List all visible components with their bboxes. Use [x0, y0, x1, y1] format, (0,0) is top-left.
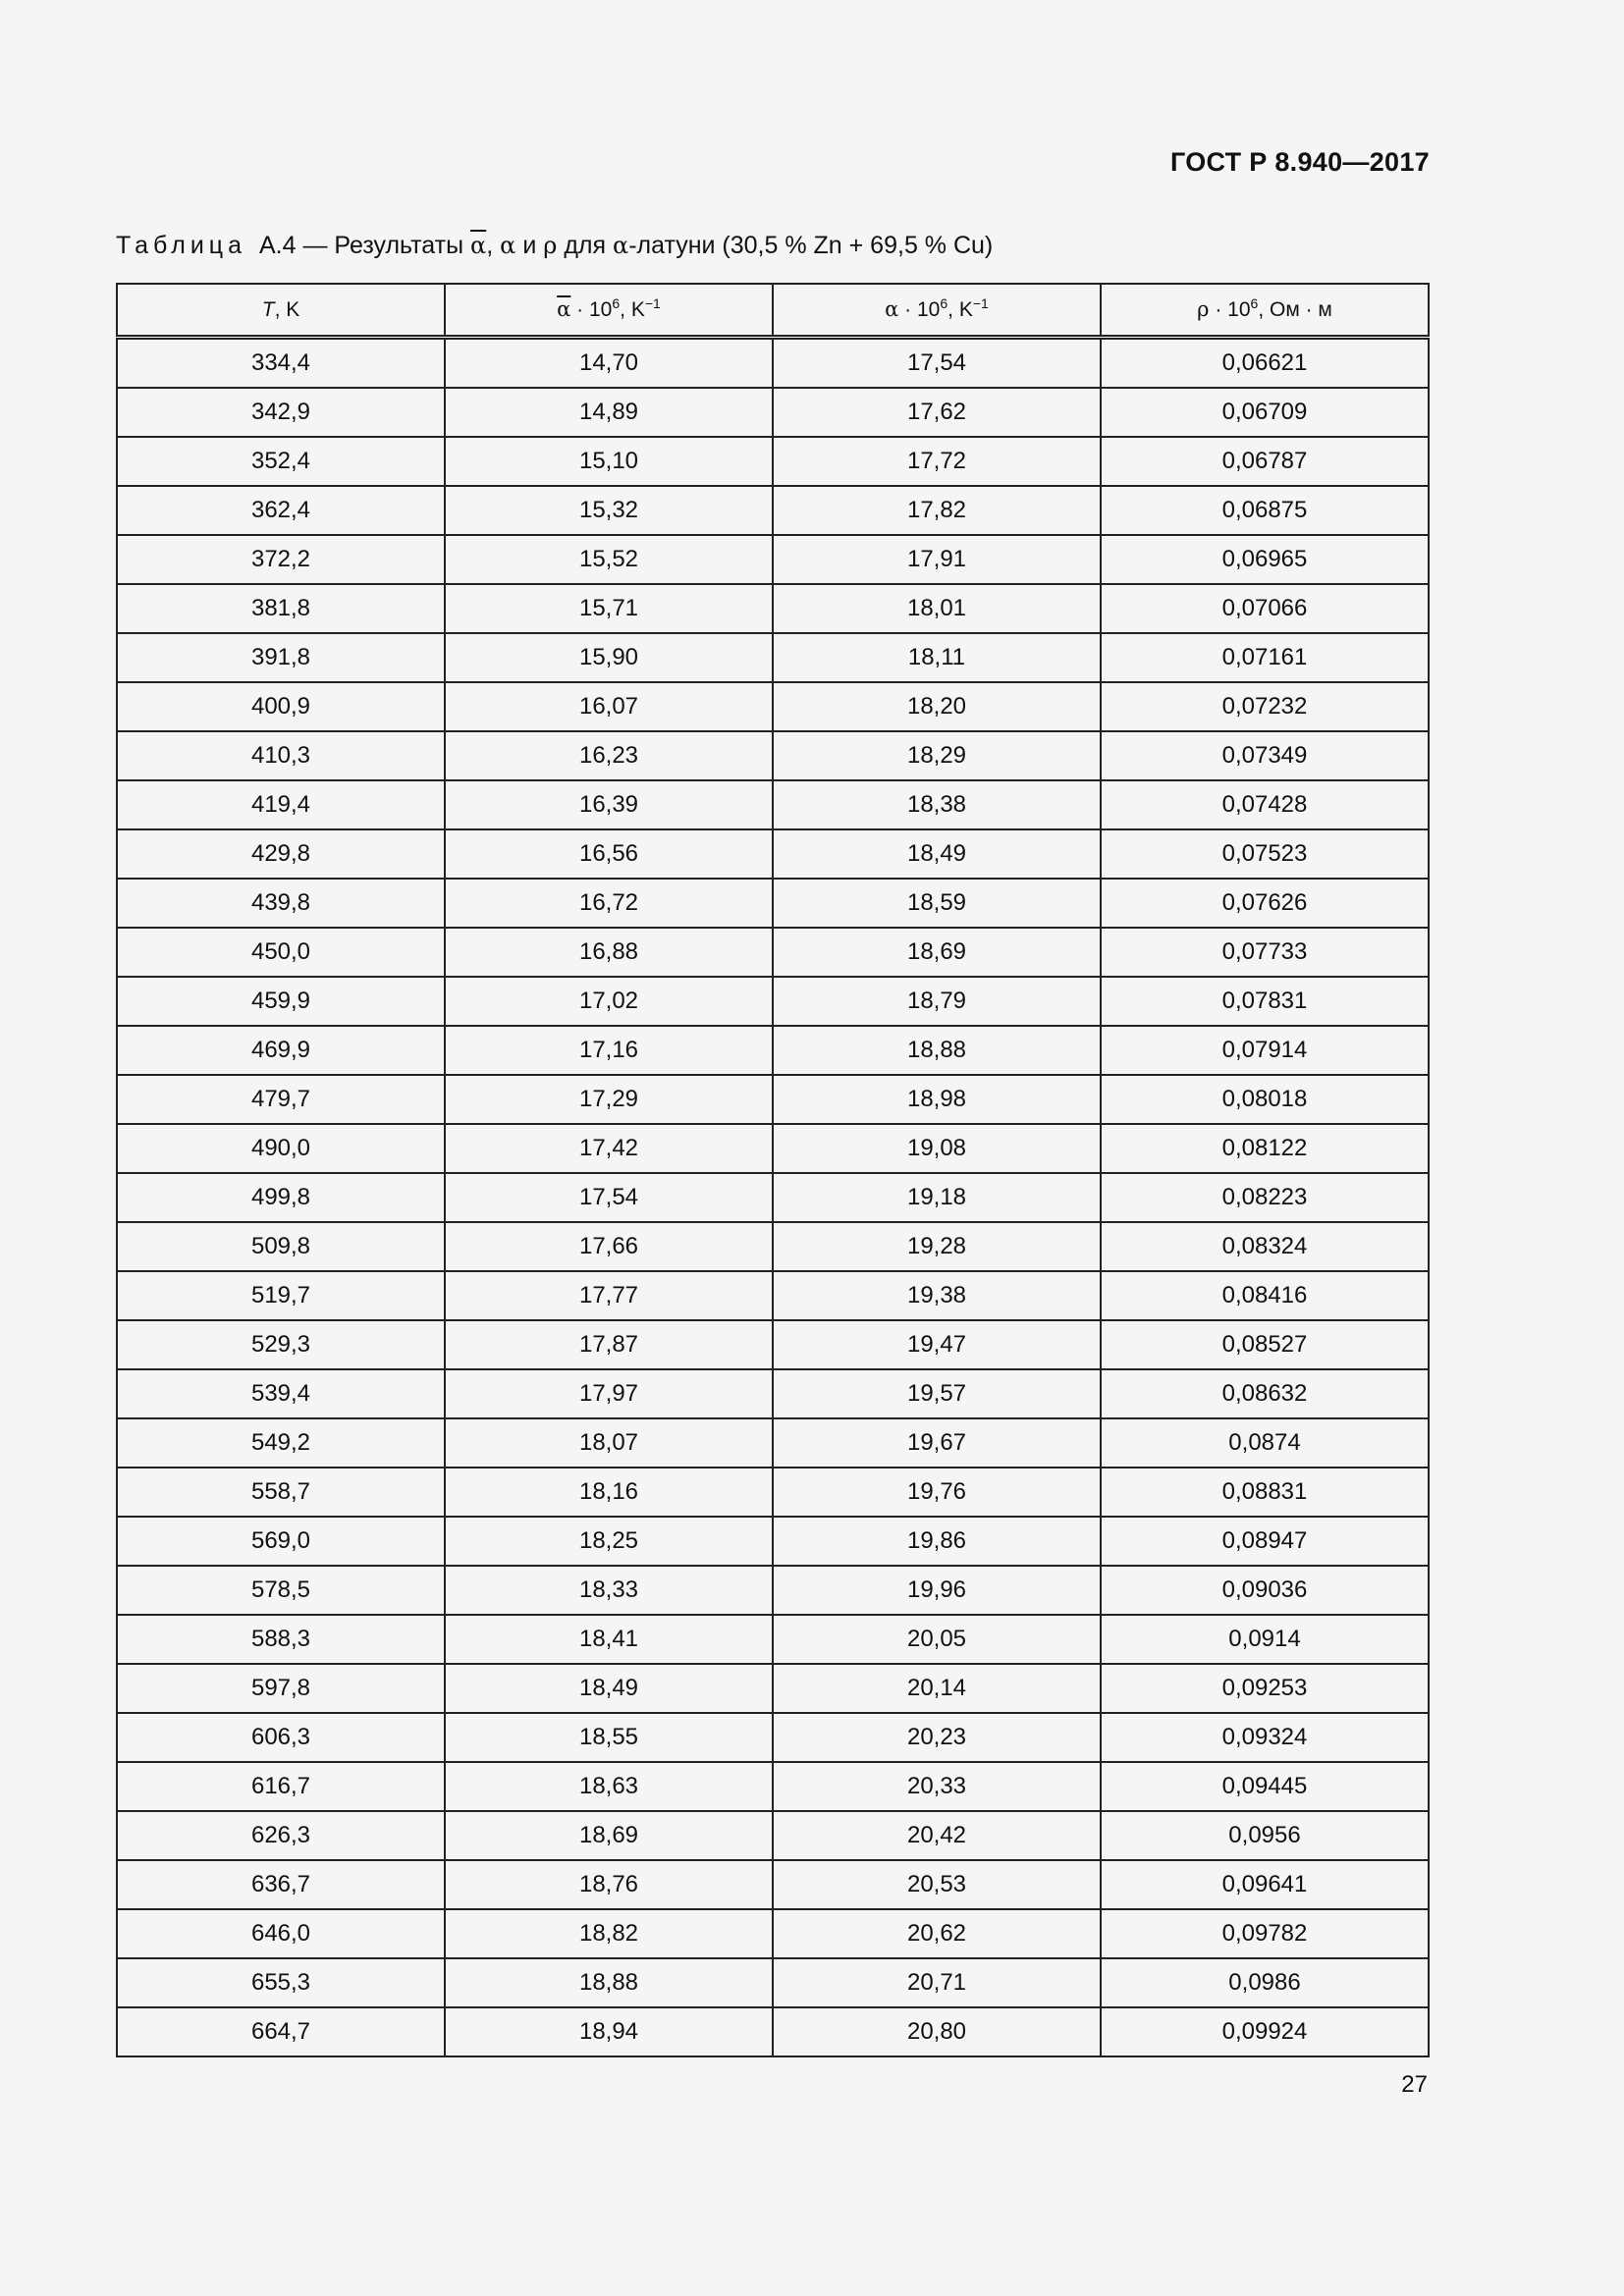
table-row — [117, 780, 1429, 829]
mean-alpha-multiplier: · 10 — [570, 298, 613, 321]
cell-mean-expansion: 17,16 — [445, 1026, 773, 1075]
rho-symbol: ρ — [1197, 297, 1210, 321]
cell-temperature: 362,4 — [117, 486, 445, 535]
cell-true-expansion: 18,20 — [773, 682, 1101, 731]
alpha-unit-exponent: −1 — [972, 295, 989, 311]
table-row — [117, 1320, 1429, 1369]
table-row — [117, 633, 1429, 682]
cell-true-expansion: 18,38 — [773, 780, 1101, 829]
cell-true-expansion: 18,29 — [773, 731, 1101, 780]
cell-resistivity: 0,09253 — [1101, 1664, 1429, 1713]
cell-true-expansion: 20,80 — [773, 2007, 1101, 2056]
cell-resistivity: 0,07349 — [1101, 731, 1429, 780]
table-row — [117, 486, 1429, 535]
cell-true-expansion: 17,82 — [773, 486, 1101, 535]
cell-true-expansion: 19,96 — [773, 1566, 1101, 1615]
cell-true-expansion: 19,08 — [773, 1124, 1101, 1173]
alpha-symbol: α — [885, 297, 899, 321]
table-row — [117, 731, 1429, 780]
cell-true-expansion: 17,72 — [773, 437, 1101, 486]
cell-temperature: 391,8 — [117, 633, 445, 682]
cell-temperature: 569,0 — [117, 1517, 445, 1566]
cell-resistivity: 0,0874 — [1101, 1418, 1429, 1468]
page-number: 27 — [1401, 2071, 1428, 2098]
cell-true-expansion: 20,23 — [773, 1713, 1101, 1762]
cell-temperature: 459,9 — [117, 977, 445, 1026]
table-row — [117, 1222, 1429, 1271]
cell-true-expansion: 19,57 — [773, 1369, 1101, 1418]
column-header-true-expansion — [773, 284, 1101, 338]
cell-mean-expansion: 15,32 — [445, 486, 773, 535]
cell-temperature: 381,8 — [117, 584, 445, 633]
cell-temperature: 588,3 — [117, 1615, 445, 1664]
cell-temperature: 578,5 — [117, 1566, 445, 1615]
cell-mean-expansion: 18,49 — [445, 1664, 773, 1713]
cell-true-expansion: 20,42 — [773, 1811, 1101, 1860]
cell-temperature: 606,3 — [117, 1713, 445, 1762]
cell-temperature: 439,8 — [117, 879, 445, 928]
temperature-symbol: T — [261, 297, 275, 321]
results-table — [116, 283, 1430, 2057]
cell-true-expansion: 18,49 — [773, 829, 1101, 879]
cell-mean-expansion: 18,76 — [445, 1860, 773, 1909]
cell-mean-expansion: 18,33 — [445, 1566, 773, 1615]
caption-alpha-prefix: α — [612, 232, 629, 259]
cell-true-expansion: 19,47 — [773, 1320, 1101, 1369]
cell-temperature: 549,2 — [117, 1418, 445, 1468]
cell-true-expansion: 18,98 — [773, 1075, 1101, 1124]
table-row — [117, 1615, 1429, 1664]
mean-alpha-unit: , K — [620, 298, 645, 321]
column-header-temperature — [117, 284, 445, 338]
table-row — [117, 1517, 1429, 1566]
table-row — [117, 977, 1429, 1026]
caption-conjunction: и — [522, 232, 537, 259]
cell-resistivity: 0,08122 — [1101, 1124, 1429, 1173]
table-row — [117, 1664, 1429, 1713]
cell-true-expansion: 18,69 — [773, 928, 1101, 977]
table-row — [117, 437, 1429, 486]
cell-mean-expansion: 18,94 — [445, 2007, 773, 2056]
cell-mean-expansion: 14,89 — [445, 388, 773, 437]
caption-label: Таблица — [116, 232, 247, 259]
cell-temperature: 410,3 — [117, 731, 445, 780]
cell-mean-expansion: 15,71 — [445, 584, 773, 633]
table-row — [117, 1566, 1429, 1615]
cell-true-expansion: 20,33 — [773, 1762, 1101, 1811]
cell-resistivity: 0,09445 — [1101, 1762, 1429, 1811]
cell-mean-expansion: 15,10 — [445, 437, 773, 486]
table-row — [117, 1173, 1429, 1222]
cell-mean-expansion: 18,88 — [445, 1958, 773, 2007]
cell-mean-expansion: 16,88 — [445, 928, 773, 977]
table-row — [117, 1418, 1429, 1468]
cell-temperature: 529,3 — [117, 1320, 445, 1369]
cell-true-expansion: 17,54 — [773, 338, 1101, 389]
cell-temperature: 479,7 — [117, 1075, 445, 1124]
table-row — [117, 1026, 1429, 1075]
caption-number: А.4 — Результаты — [258, 232, 464, 259]
cell-true-expansion: 19,28 — [773, 1222, 1101, 1271]
table-caption — [116, 232, 993, 260]
table-row — [117, 1075, 1429, 1124]
cell-true-expansion: 20,05 — [773, 1615, 1101, 1664]
cell-resistivity: 0,09036 — [1101, 1566, 1429, 1615]
cell-temperature: 469,9 — [117, 1026, 445, 1075]
cell-resistivity: 0,0956 — [1101, 1811, 1429, 1860]
cell-temperature: 655,3 — [117, 1958, 445, 2007]
cell-resistivity: 0,09782 — [1101, 1909, 1429, 1958]
cell-resistivity: 0,0914 — [1101, 1615, 1429, 1664]
cell-mean-expansion: 18,07 — [445, 1418, 773, 1468]
table-row — [117, 584, 1429, 633]
cell-mean-expansion: 17,97 — [445, 1369, 773, 1418]
cell-resistivity: 0,08223 — [1101, 1173, 1429, 1222]
caption-preposition: для — [564, 232, 607, 259]
cell-mean-expansion: 14,70 — [445, 338, 773, 389]
cell-mean-expansion: 17,54 — [445, 1173, 773, 1222]
cell-true-expansion: 19,76 — [773, 1468, 1101, 1517]
cell-resistivity: 0,07066 — [1101, 584, 1429, 633]
cell-true-expansion: 19,67 — [773, 1418, 1101, 1468]
mean-alpha-unit-exponent: −1 — [644, 295, 661, 311]
table-row — [117, 338, 1429, 389]
cell-temperature: 372,2 — [117, 535, 445, 584]
cell-true-expansion: 19,86 — [773, 1517, 1101, 1566]
cell-resistivity: 0,06875 — [1101, 486, 1429, 535]
cell-resistivity: 0,06709 — [1101, 388, 1429, 437]
table-row — [117, 1860, 1429, 1909]
cell-true-expansion: 18,88 — [773, 1026, 1101, 1075]
cell-resistivity: 0,09641 — [1101, 1860, 1429, 1909]
table-row — [117, 1124, 1429, 1173]
alpha-unit: , K — [947, 298, 973, 321]
cell-resistivity: 0,07523 — [1101, 829, 1429, 879]
cell-temperature: 429,8 — [117, 829, 445, 879]
cell-resistivity: 0,07232 — [1101, 682, 1429, 731]
cell-mean-expansion: 18,82 — [445, 1909, 773, 1958]
cell-resistivity: 0,09924 — [1101, 2007, 1429, 2056]
cell-resistivity: 0,07733 — [1101, 928, 1429, 977]
alpha-multiplier: · 10 — [898, 298, 941, 321]
cell-mean-expansion: 18,25 — [445, 1517, 773, 1566]
cell-true-expansion: 20,14 — [773, 1664, 1101, 1713]
table-row — [117, 928, 1429, 977]
table-header-row — [117, 284, 1429, 338]
cell-mean-expansion: 16,39 — [445, 780, 773, 829]
cell-resistivity: 0,06621 — [1101, 338, 1429, 389]
table-row — [117, 1713, 1429, 1762]
cell-mean-expansion: 15,52 — [445, 535, 773, 584]
cell-mean-expansion: 18,41 — [445, 1615, 773, 1664]
cell-mean-expansion: 18,69 — [445, 1811, 773, 1860]
cell-resistivity: 0,06787 — [1101, 437, 1429, 486]
cell-resistivity: 0,08324 — [1101, 1222, 1429, 1271]
cell-resistivity: 0,07831 — [1101, 977, 1429, 1026]
cell-temperature: 646,0 — [117, 1909, 445, 1958]
table-row — [117, 879, 1429, 928]
cell-temperature: 400,9 — [117, 682, 445, 731]
mean-alpha-symbol: $\overline{\alpha}$ — [557, 297, 571, 321]
cell-resistivity: 0,07161 — [1101, 633, 1429, 682]
cell-temperature: 450,0 — [117, 928, 445, 977]
cell-mean-expansion: 18,55 — [445, 1713, 773, 1762]
cell-mean-expansion: 17,77 — [445, 1271, 773, 1320]
cell-resistivity: 0,08018 — [1101, 1075, 1429, 1124]
cell-true-expansion: 17,62 — [773, 388, 1101, 437]
cell-mean-expansion: 17,29 — [445, 1075, 773, 1124]
cell-mean-expansion: 18,63 — [445, 1762, 773, 1811]
cell-resistivity: 0,06965 — [1101, 535, 1429, 584]
table-row — [117, 1468, 1429, 1517]
cell-resistivity: 0,08947 — [1101, 1517, 1429, 1566]
cell-temperature: 539,4 — [117, 1369, 445, 1418]
rho-multiplier: · 10 — [1209, 298, 1251, 321]
table-row — [117, 829, 1429, 879]
cell-temperature: 419,4 — [117, 780, 445, 829]
cell-temperature: 616,7 — [117, 1762, 445, 1811]
cell-true-expansion: 18,11 — [773, 633, 1101, 682]
cell-mean-expansion: 17,87 — [445, 1320, 773, 1369]
cell-true-expansion: 19,18 — [773, 1173, 1101, 1222]
caption-material: -латуни (30,5 % Zn + 69,5 % Cu) — [628, 232, 994, 259]
table-row — [117, 1369, 1429, 1418]
cell-temperature: 597,8 — [117, 1664, 445, 1713]
table-row — [117, 1958, 1429, 2007]
cell-true-expansion: 18,01 — [773, 584, 1101, 633]
cell-true-expansion: 18,79 — [773, 977, 1101, 1026]
cell-resistivity: 0,09324 — [1101, 1713, 1429, 1762]
cell-true-expansion: 17,91 — [773, 535, 1101, 584]
cell-resistivity: 0,07626 — [1101, 879, 1429, 928]
table-row — [117, 388, 1429, 437]
mean-alpha-exponent: 6 — [612, 295, 621, 311]
cell-true-expansion: 20,62 — [773, 1909, 1101, 1958]
caption-alpha-symbol: α — [500, 232, 516, 259]
column-header-mean-expansion — [445, 284, 773, 338]
cell-mean-expansion: 16,72 — [445, 879, 773, 928]
temperature-unit: , K — [274, 297, 300, 321]
cell-mean-expansion: 16,23 — [445, 731, 773, 780]
caption-separator: , — [486, 232, 494, 259]
cell-mean-expansion: 18,16 — [445, 1468, 773, 1517]
caption-alpha-mean-symbol: $\overline{\alpha}$ — [470, 232, 487, 259]
caption-rho-symbol: ρ — [543, 232, 558, 259]
cell-mean-expansion: 15,90 — [445, 633, 773, 682]
cell-mean-expansion: 16,56 — [445, 829, 773, 879]
table-row — [117, 2007, 1429, 2056]
cell-mean-expansion: 17,42 — [445, 1124, 773, 1173]
cell-resistivity: 0,08632 — [1101, 1369, 1429, 1418]
table-body — [117, 338, 1429, 2057]
cell-true-expansion: 19,38 — [773, 1271, 1101, 1320]
table-row — [117, 682, 1429, 731]
cell-temperature: 558,7 — [117, 1468, 445, 1517]
cell-mean-expansion: 16,07 — [445, 682, 773, 731]
cell-temperature: 626,3 — [117, 1811, 445, 1860]
rho-unit: , Ом · м — [1258, 298, 1332, 321]
cell-resistivity: 0,08831 — [1101, 1468, 1429, 1517]
cell-temperature: 342,9 — [117, 388, 445, 437]
column-header-resistivity — [1101, 284, 1429, 338]
table-row — [117, 1811, 1429, 1860]
cell-temperature: 499,8 — [117, 1173, 445, 1222]
cell-temperature: 352,4 — [117, 437, 445, 486]
cell-resistivity: 0,0986 — [1101, 1958, 1429, 2007]
cell-resistivity: 0,07428 — [1101, 780, 1429, 829]
cell-mean-expansion: 17,66 — [445, 1222, 773, 1271]
cell-temperature: 636,7 — [117, 1860, 445, 1909]
cell-temperature: 664,7 — [117, 2007, 445, 2056]
cell-temperature: 509,8 — [117, 1222, 445, 1271]
cell-resistivity: 0,07914 — [1101, 1026, 1429, 1075]
table-row — [117, 535, 1429, 584]
cell-true-expansion: 18,59 — [773, 879, 1101, 928]
rho-exponent: 6 — [1250, 295, 1259, 311]
cell-mean-expansion: 17,02 — [445, 977, 773, 1026]
cell-temperature: 334,4 — [117, 338, 445, 389]
cell-true-expansion: 20,71 — [773, 1958, 1101, 2007]
cell-temperature: 490,0 — [117, 1124, 445, 1173]
cell-resistivity: 0,08527 — [1101, 1320, 1429, 1369]
cell-resistivity: 0,08416 — [1101, 1271, 1429, 1320]
alpha-exponent: 6 — [940, 295, 948, 311]
table-row — [117, 1271, 1429, 1320]
cell-temperature: 519,7 — [117, 1271, 445, 1320]
cell-true-expansion: 20,53 — [773, 1860, 1101, 1909]
table-row — [117, 1909, 1429, 1958]
document-standard-number: ГОСТ Р 8.940—2017 — [1169, 147, 1430, 177]
table-row — [117, 1762, 1429, 1811]
